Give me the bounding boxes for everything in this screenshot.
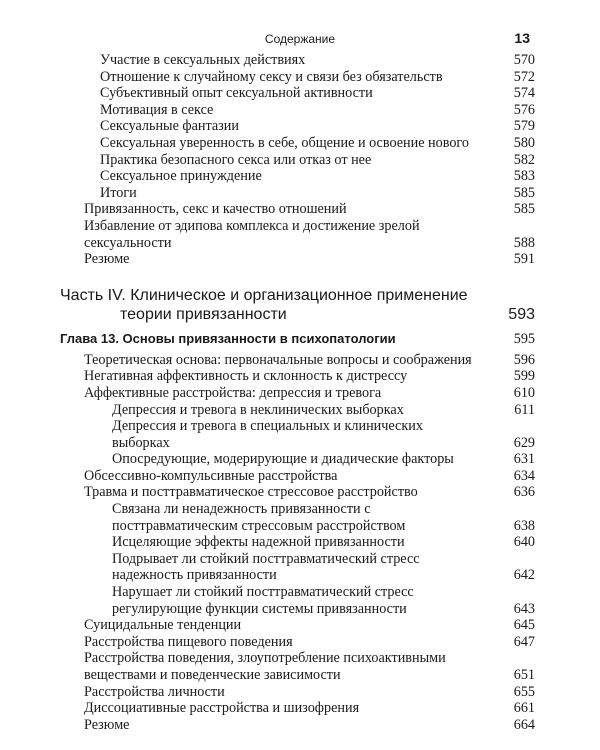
toc-entry-title: Расстройства поведения, злоупотребление психоактивными веществами и поведенческие зависимости	[84, 650, 446, 683]
toc-section-sexuality	[60, 52, 535, 268]
toc-entry-page: 631	[513, 451, 535, 468]
toc-entry	[60, 650, 535, 683]
toc-entry-title: Депрессия и тревога в специальных и клинических выборках	[112, 418, 423, 451]
part-title-line-2: теории привязанности	[120, 305, 287, 323]
toc-entry	[60, 251, 535, 268]
toc-entry-title: Обсессивно-компульсивные расстройства	[84, 467, 338, 484]
toc-entry-title: Травма и посттравматическое стрессовое расстройство	[84, 484, 418, 501]
toc-entry-title: Связана ли ненадежность привязанности с посттравматическим стрессовым расстройством	[112, 501, 406, 534]
toc-entry	[60, 352, 535, 369]
toc-entry-page: 640	[513, 534, 535, 551]
toc-entry	[60, 218, 535, 251]
table-of-contents	[60, 52, 535, 733]
toc-entry	[60, 102, 535, 119]
toc-entry	[60, 684, 535, 701]
toc-entry-title: Аффективные расстройства: депрессия и тревога	[84, 384, 382, 401]
toc-entry-page: 599	[513, 368, 535, 385]
toc-entry-title: Участие в сексуальных действиях	[100, 52, 306, 68]
toc-entry-page: 643	[513, 600, 535, 617]
toc-chapter-heading	[60, 330, 535, 348]
toc-entry-title: Подрывает ли стойкий посттравматический стресс надежность привязанности	[112, 550, 420, 584]
toc-entry-page: 576	[513, 101, 535, 118]
toc-section-chapter-13	[60, 352, 535, 734]
toc-entry	[60, 402, 535, 419]
toc-entry-title: Привязанность, секс и качество отношений	[84, 201, 347, 218]
toc-entry	[60, 534, 535, 551]
toc-entry-title: Сексуальная уверенность в себе, общение и освоение нового	[100, 134, 469, 151]
toc-entry-title: Депрессия и тревога в неклинических выборках	[112, 401, 404, 418]
toc-entry-page: 651	[513, 667, 535, 683]
toc-entry-title: Расстройства пищевого поведения	[84, 633, 293, 650]
toc-entry-title: Теоретическая основа: первоначальные вопросы и соображения	[84, 351, 472, 368]
toc-entry-title: Мотивация в сексе	[100, 101, 214, 118]
toc-entry-page: 570	[513, 52, 535, 68]
toc-entry-title: Избавление от эдипова комплекса и достижение зрелой сексуальности	[84, 217, 420, 251]
toc-entry-page: 580	[513, 134, 535, 151]
toc-entry-title: Сексуальное принуждение	[100, 168, 262, 185]
toc-entry-page: 574	[513, 85, 535, 102]
toc-entry-page: 585	[513, 201, 535, 218]
part-page: 593	[508, 305, 535, 323]
toc-part-heading	[60, 286, 535, 324]
toc-entry-title: Сексуальные фантазии	[100, 118, 239, 135]
toc-entry-title: Субъективный опыт сексуальной активности	[100, 85, 373, 102]
toc-entry	[60, 69, 535, 86]
toc-entry	[60, 135, 535, 152]
toc-entry-page: 579	[513, 118, 535, 135]
toc-entry	[60, 368, 535, 385]
toc-entry	[60, 185, 535, 202]
toc-entry-page: 585	[513, 184, 535, 201]
toc-entry-page: 664	[513, 716, 535, 733]
toc-entry-page: 647	[513, 633, 535, 650]
toc-entry	[60, 584, 535, 617]
toc-entry-page: 629	[513, 434, 535, 451]
chapter-page: 595	[513, 330, 535, 347]
toc-entry	[60, 501, 535, 534]
toc-entry-page: 611	[514, 401, 535, 418]
toc-entry	[60, 551, 535, 584]
toc-entry-title: Опосредующие, модерирующие и диадические факторы	[112, 451, 454, 468]
toc-entry-page: 596	[513, 351, 535, 368]
toc-entry-page: 583	[513, 168, 535, 185]
running-title: Содержание	[264, 32, 336, 46]
toc-entry-page: 655	[513, 683, 535, 700]
chapter-title: Глава 13. Основы привязанности в психопатологии	[60, 330, 396, 346]
toc-entry-page: 642	[513, 567, 535, 584]
toc-entry	[60, 717, 535, 734]
toc-entry	[60, 700, 535, 717]
toc-entry	[60, 118, 535, 135]
toc-entry	[60, 52, 535, 69]
toc-entry-page: 636	[513, 484, 535, 501]
toc-entry	[60, 85, 535, 102]
toc-entry	[60, 418, 535, 451]
toc-entry-page: 572	[513, 68, 535, 85]
toc-entry-title: Нарушает ли стойкий посттравматический стресс регулирующие функции системы привязанности	[112, 584, 414, 617]
toc-entry-title: Резюме	[84, 716, 130, 733]
toc-entry-title: Отношение к случайному сексу и связи без обязательств	[100, 68, 443, 85]
toc-entry	[60, 385, 535, 402]
toc-entry-title: Негативная аффективность и склонность к дистрессу	[84, 368, 408, 385]
toc-entry	[60, 468, 535, 485]
toc-entry-page: 591	[513, 251, 535, 268]
toc-entry	[60, 451, 535, 468]
toc-entry-page: 634	[513, 467, 535, 484]
toc-entry-title: Итоги	[100, 184, 137, 201]
toc-entry-page: 610	[513, 384, 535, 401]
toc-entry-page: 661	[513, 700, 535, 717]
toc-entry-title: Расстройства личности	[84, 683, 225, 700]
page-number: 13	[514, 30, 530, 46]
toc-entry-page: 638	[513, 517, 535, 534]
toc-entry	[60, 168, 535, 185]
toc-entry	[60, 484, 535, 501]
toc-entry-page: 645	[513, 617, 535, 634]
toc-entry-title: Суицидальные тенденции	[84, 617, 242, 634]
toc-entry	[60, 617, 535, 634]
toc-entry	[60, 634, 535, 651]
toc-entry-title: Диссоциативные расстройства и шизофрения	[84, 700, 360, 717]
toc-entry-title: Практика безопасного секса или отказ от нее	[100, 151, 372, 168]
running-header	[70, 30, 530, 50]
part-title-line-1: Часть IV. Клиническое и организационное применение	[60, 286, 468, 304]
toc-entry-title: Резюме	[84, 251, 130, 268]
toc-entry-page: 588	[513, 234, 535, 251]
toc-entry	[60, 201, 535, 218]
toc-entry	[60, 152, 535, 169]
toc-entry-page: 582	[513, 151, 535, 168]
toc-entry-title: Исцеляющие эффекты надежной привязанности	[112, 534, 405, 551]
